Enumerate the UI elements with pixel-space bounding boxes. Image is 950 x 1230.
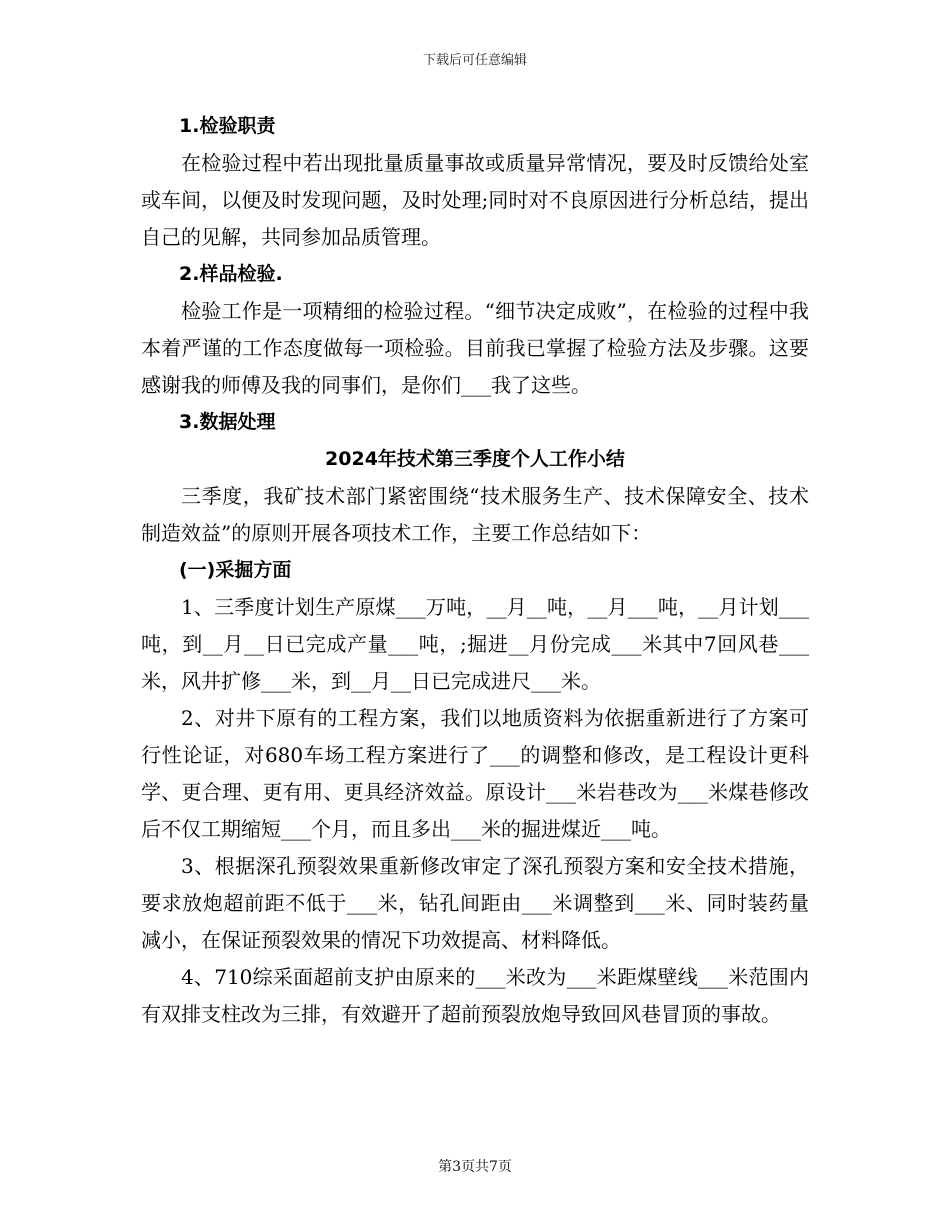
document-title: 2024年技术第三季度个人工作小结 [325, 448, 625, 470]
page-header-note: 下载后可任意编辑 [422, 53, 527, 68]
paragraph-inspection-duty: 在检验过程中若出现批量质量事故或质量异常情况，要及时反馈给处室或车间，以便及时发现问题，及时处理;同时对不良原因进行分析总结，提出自己的见解，共同参加品质管理。 [141, 151, 809, 249]
list-item-3: 3、根据深孔预裂效果重新修改审定了深孔预裂方案和安全技术措施，要求放炮超前距不低于___米，钻孔间距由___米调整到___米、同时装药量减小，在保证预裂效果的情况下功效提高、材料降低。 [141, 854, 809, 952]
page-number: 第3页共7页 [438, 1159, 512, 1175]
list-item-4: 4、710综采面超前支护由原来的___米改为___米距煤壁线___米范围内有双排支柱改为三排，有效避开了超前预裂放炮导致回风巷冒顶的事故。 [141, 965, 809, 1026]
list-item-1: 1、三季度计划生产原煤___万吨，__月__吨，__月___吨，__月计划___吨，到__月__日已完成产量___吨，;掘进__月份完成___米其中7回风巷___米，风井扩修___米，到__月__日已完成进尺___米。 [141, 595, 809, 693]
section-heading-data-processing: 3.数据处理 [179, 411, 276, 433]
paragraph-intro: 三季度，我矿技术部门紧密围绕“技术服务生产、技术保障安全、技术制造效益”的原则开展各项技术工作，主要工作总结如下： [141, 484, 809, 545]
section-heading-inspection-duty: 1.检验职责 [179, 115, 276, 137]
section-heading-sample-inspection: 2.样品检验. [179, 263, 283, 285]
document-body [141, 108, 809, 1033]
list-item-2: 2、对井下原有的工程方案，我们以地质资料为依据重新进行了方案可行性论证，对680车场工程方案进行了___的调整和修改，是工程设计更科学、更合理、更有用、更具经济效益。原设计___米岩巷改为___米煤巷修改后不仅工期缩短___个月，而且多出___米的掘进煤近___吨。 [141, 706, 809, 841]
paragraph-sample-inspection: 检验工作是一项精细的检验过程。“细节决定成败”，在检验的过程中我本着严谨的工作态度做每一项检验。目前我已掌握了检验方法及步骤。这要感谢我的师傅及我的同事们，是你们___我了这些。 [141, 299, 809, 397]
sub-heading-mining: (一)采掘方面 [179, 559, 292, 581]
